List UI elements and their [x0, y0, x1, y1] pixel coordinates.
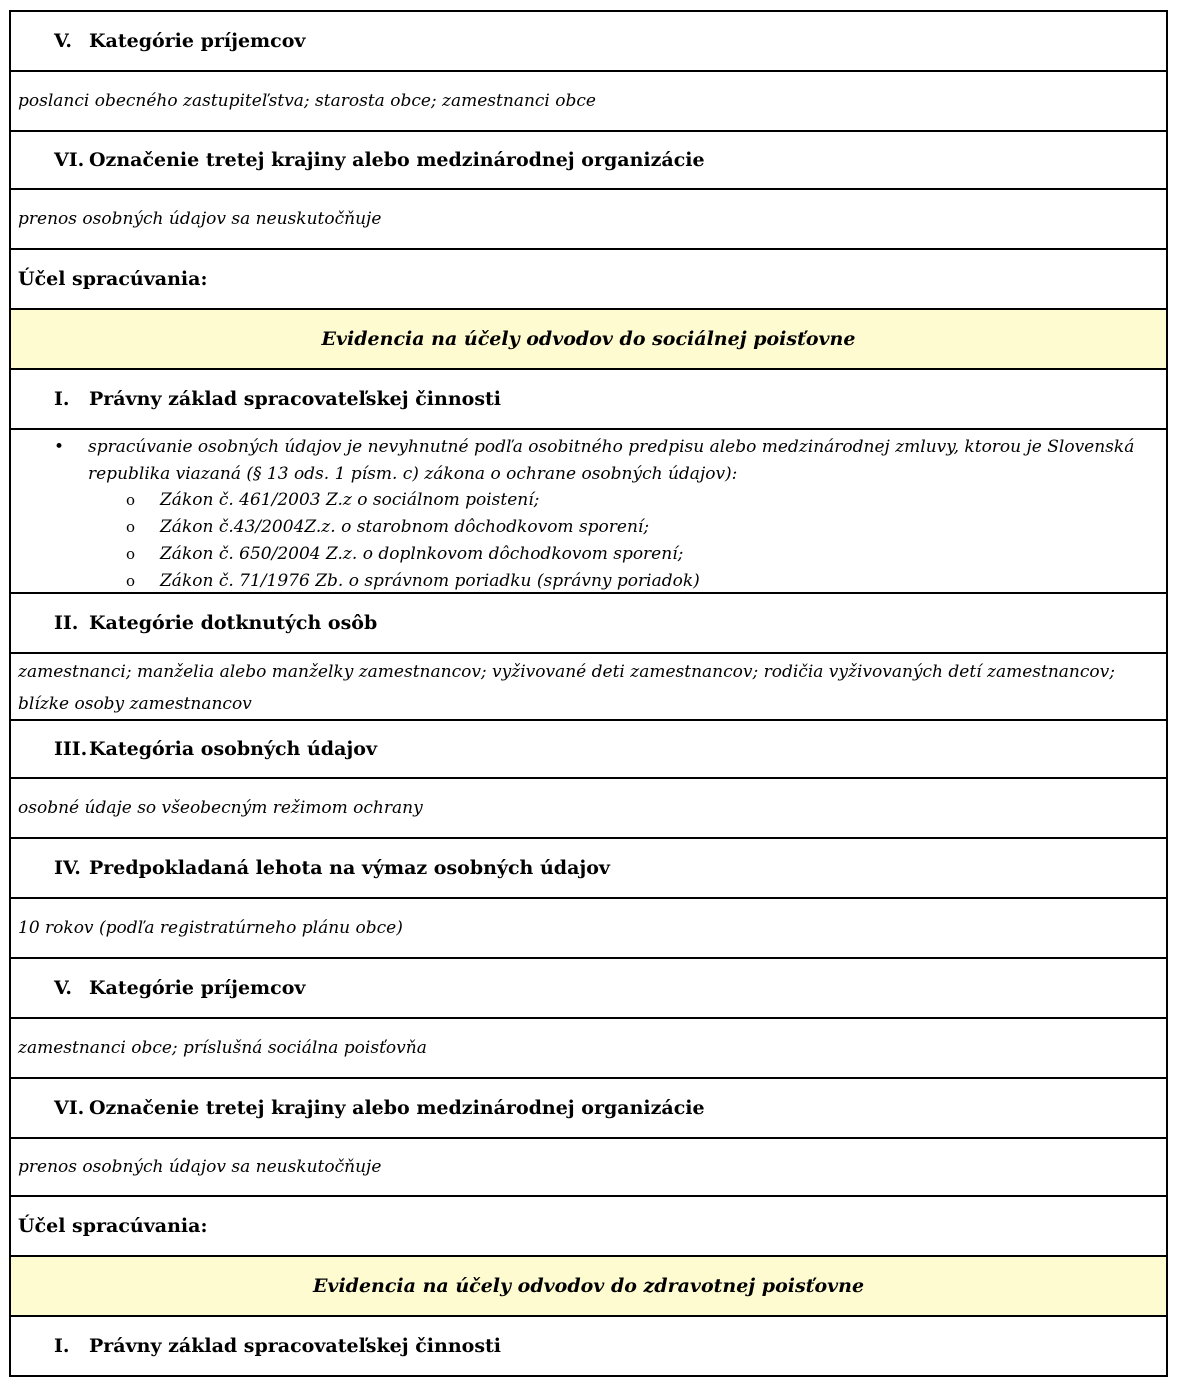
third-country-heading — [11, 1079, 1166, 1139]
recipients-value: poslanci obecného zastupiteľstva; starosta obce; zamestnanci obce — [11, 72, 1166, 132]
data-category-value: osobné údaje so všeobecným režimom ochrany — [11, 779, 1166, 839]
recipients-heading — [11, 12, 1166, 72]
third-country-heading — [11, 132, 1166, 190]
third-country-value: prenos osobných údajov sa neuskutočňuje — [11, 190, 1166, 250]
recipients-heading — [11, 959, 1166, 1019]
section-number: V. — [54, 977, 73, 999]
purpose-title: Evidencia na účely odvodov do sociálnej poisťovne — [11, 310, 1166, 370]
data-category-heading — [11, 721, 1166, 779]
law-text: Zákon č. 71/1976 Zb. o správnom poriadku (správny poriadok) — [160, 571, 700, 591]
purpose-title: Evidencia na účely odvodov do zdravotnej poisťovne — [11, 1257, 1166, 1317]
law-list-item — [11, 487, 1166, 514]
law-text: Zákon č. 650/2004 Z.z. o doplnkovom dôchodkovom sporení; — [160, 544, 684, 564]
legal-basis-bullet — [11, 434, 1166, 487]
section-title: Kategórie príjemcov — [89, 30, 306, 52]
bullet-icon: • — [54, 437, 65, 457]
legal-basis-text: spracúvanie osobných údajov je nevyhnutné podľa osobitného predpisu alebo medzinárodnej zmluvy, ktorou je Slovenská republika viazaná (§ 13 ods. 1 písm. c) zákona o ochrane osobných údajov): — [88, 437, 1135, 484]
legal-basis-heading — [11, 370, 1166, 430]
section-title: Kategórie príjemcov — [89, 977, 306, 999]
section-title: Právny základ spracovateľskej činnosti — [89, 388, 502, 410]
deletion-period-value: 10 rokov (podľa registratúrneho plánu obce) — [11, 899, 1166, 959]
section-number: I. — [54, 388, 70, 410]
section-number: I. — [54, 1335, 70, 1357]
law-list-item — [11, 514, 1166, 541]
legal-basis-heading — [11, 1317, 1166, 1377]
legal-basis-content — [11, 430, 1166, 594]
section-number: V. — [54, 30, 73, 52]
circle-bullet-icon: o — [126, 572, 136, 590]
section-title: Označenie tretej krajiny alebo medzinárodnej organizácie — [89, 1097, 705, 1119]
circle-bullet-icon: o — [126, 545, 136, 563]
section-number: VI. — [54, 1097, 85, 1119]
recipients-value: zamestnanci obce; príslušná sociálna poisťovňa — [11, 1019, 1166, 1079]
data-subjects-value: zamestnanci; manželia alebo manželky zamestnancov; vyživované deti zamestnancov; rodičia vyživovaných detí zamestnancov; blízke osoby zamestnancov — [11, 654, 1166, 721]
section-title: Predpokladaná lehota na výmaz osobných údajov — [89, 857, 610, 879]
section-number: III. — [54, 738, 88, 760]
law-text: Zákon č.43/2004Z.z. o starobnom dôchodkovom sporení; — [160, 517, 650, 537]
section-title: Kategória osobných údajov — [89, 738, 377, 760]
section-title: Označenie tretej krajiny alebo medzinárodnej organizácie — [89, 149, 705, 171]
law-list-item — [11, 541, 1166, 568]
section-title: Právny základ spracovateľskej činnosti — [89, 1335, 502, 1357]
section-title: Kategórie dotknutých osôb — [89, 612, 378, 634]
third-country-value: prenos osobných údajov sa neuskutočňuje — [11, 1139, 1166, 1197]
law-list-item — [11, 568, 1166, 595]
purpose-label: Účel spracúvania: — [11, 250, 1166, 310]
law-text: Zákon č. 461/2003 Z.z o sociálnom poistení; — [160, 490, 540, 510]
section-number: IV. — [54, 857, 81, 879]
processing-records-table — [9, 10, 1168, 1377]
data-subjects-heading — [11, 594, 1166, 654]
section-number: VI. — [54, 149, 85, 171]
section-number: II. — [54, 612, 79, 634]
deletion-period-heading — [11, 839, 1166, 899]
circle-bullet-icon: o — [126, 518, 136, 536]
circle-bullet-icon: o — [126, 491, 136, 509]
purpose-label: Účel spracúvania: — [11, 1197, 1166, 1257]
